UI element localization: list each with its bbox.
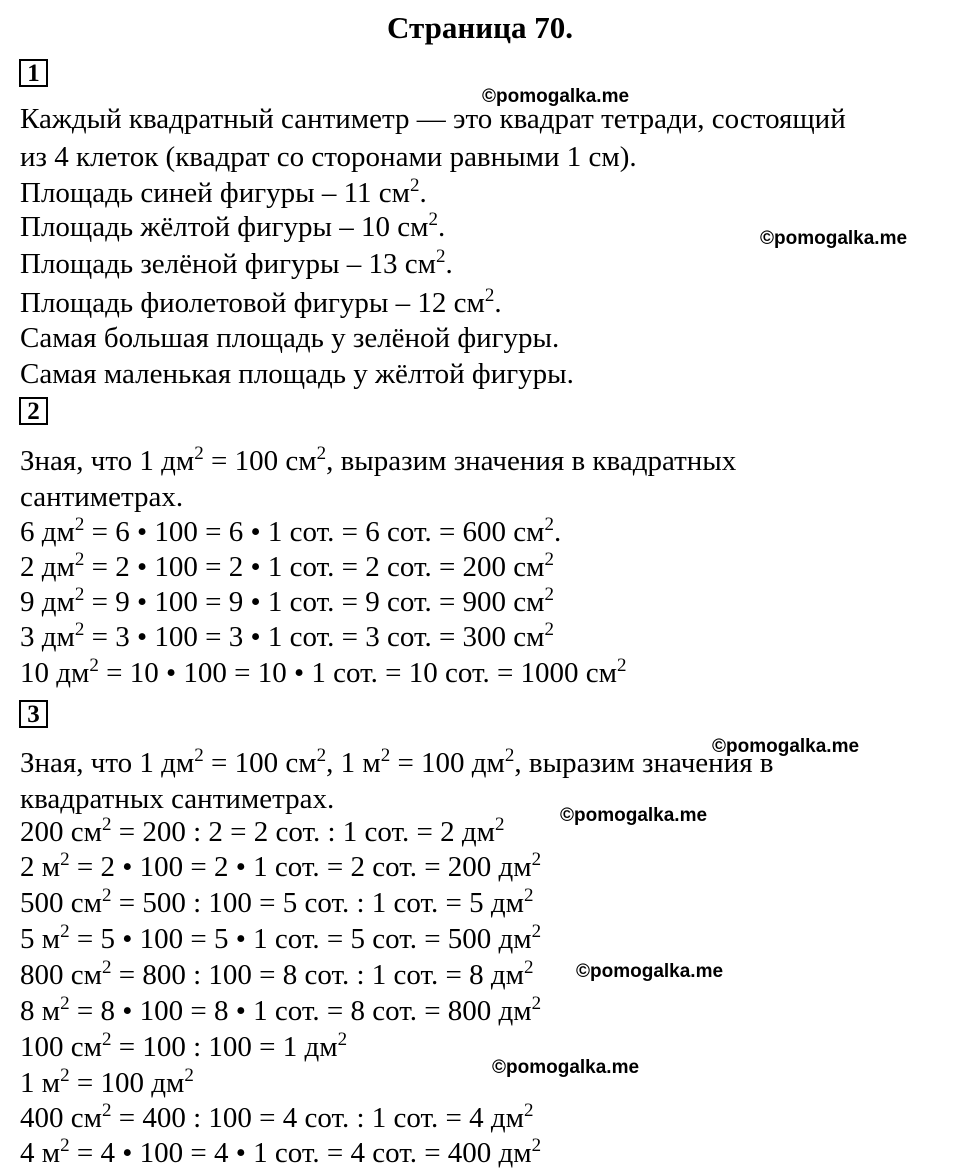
task-3-line: Зная, что 1 $дм^2 = 100$ $см^2$, 1 $м^2 = 100$ $дм^2$, выразим значения в [20,745,774,779]
task-3-line: 4 $м^2 = 4$ • 100 = 4 • 1 сот. = 4 сот. = 400 $дм^2$ [20,1135,542,1169]
task-3-line: 1 $м^2 = 100$ $дм^2$ [20,1065,194,1099]
superscript-exponent: 2 [194,443,204,464]
watermark: ©pomogalka.me [712,736,860,757]
task-2-line: 9 $дм^2 = 9$ • 100 = 9 • 1 сот. = 9 сот. = 900 $см^2$ [20,584,555,618]
superscript-exponent: 2 [544,514,555,535]
page-title: Страница 70. [387,10,573,45]
superscript-exponent: 2 [60,1135,70,1156]
watermark: ©pomogalka.me [560,805,708,826]
task-1-line: Самая большая площадь у зелёной фигуры. [20,322,560,354]
task-3-line: 400 $см^2 = 400$ : 100 = 4 сот. : 1 сот. = 4 $дм^2$ [20,1100,534,1134]
superscript-exponent: 2 [74,514,85,535]
superscript-exponent: 2 [184,1065,194,1086]
superscript-exponent: 2 [380,745,391,766]
task-3-line: 800 $см^2 = 800$ : 100 = 8 сот. : 1 сот. = 8 $дм^2$ [20,957,534,991]
watermark: ©pomogalka.me [760,228,908,249]
task-1-line: Площадь зелёной фигуры – 13 $см^2$. [20,246,453,280]
task-1-line: Площадь синей фигуры – 11 $см^2$. [20,175,427,209]
superscript-exponent: 2 [531,1135,542,1156]
superscript-exponent: 2 [60,849,70,870]
superscript-exponent: 2 [74,549,85,570]
superscript-exponent: 2 [194,745,204,766]
task-2-line: 10 $дм^2 = 10$ • 100 = 10 • 1 сот. = 10 сот. = 1000 $см^2$ [20,655,627,689]
superscript-exponent: 2 [484,285,495,306]
superscript-exponent: 2 [316,745,327,766]
superscript-exponent: 2 [101,885,112,906]
task-2-line: сантиметрах. [20,481,184,513]
task-3-line: квадратных сантиметрах. [20,783,335,815]
superscript-exponent: 2 [523,1100,534,1121]
task-number-1: 1 [19,59,48,87]
superscript-exponent: 2 [523,957,534,978]
task-3-line: 200 $см^2 = 200$ : 2 = 2 сот. : 1 сот. = 2 $дм^2$ [20,814,505,848]
superscript-exponent: 2 [74,619,85,640]
task-1-line: из 4 клеток (квадрат со сторонами равными 1 см). [20,141,637,173]
superscript-exponent: 2 [428,209,438,230]
task-3-line: 2 $м^2 = 2$ • 100 = 2 • 1 сот. = 2 сот. = 200 $дм^2$ [20,849,542,883]
task-3-line: 500 $см^2 = 500$ : 100 = 5 сот. : 1 сот. = 5 $дм^2$ [20,885,534,919]
task-1-line: Самая маленькая площадь у жёлтой фигуры. [20,358,574,390]
task-3-line: 8 $м^2 = 8$ • 100 = 8 • 1 сот. = 8 сот. = 800 $дм^2$ [20,993,542,1027]
task-3-line: 100 $см^2 = 100$ : 100 = 1 $дм^2$ [20,1029,348,1063]
task-2-line: 3 $дм^2 = 3$ • 100 = 3 • 1 сот. = 3 сот. = 300 $см^2$ [20,619,555,653]
superscript-exponent: 2 [337,1029,348,1050]
superscript-exponent: 2 [531,849,542,870]
task-2-line: 6 $дм^2 = 6$ • 100 = 6 • 1 сот. = 6 сот. = 600 $см^2$. [20,514,562,548]
superscript-exponent: 2 [544,584,555,605]
superscript-exponent: 2 [101,1029,112,1050]
superscript-exponent: 2 [531,993,542,1014]
superscript-exponent: 2 [523,885,534,906]
task-1-line: Площадь жёлтой фигуры – 10 $см^2$. [20,209,446,243]
watermark: ©pomogalka.me [576,961,724,982]
superscript-exponent: 2 [494,814,505,835]
superscript-exponent: 2 [617,655,627,676]
superscript-exponent: 2 [74,584,85,605]
superscript-exponent: 2 [101,957,112,978]
task-1-line: Каждый квадратный сантиметр — это квадрат тетради, состоящий [20,103,846,135]
superscript-exponent: 2 [101,1100,112,1121]
superscript-exponent: 2 [60,921,70,942]
superscript-exponent: 2 [89,655,99,676]
superscript-exponent: 2 [101,814,112,835]
superscript-exponent: 2 [531,921,542,942]
superscript-exponent: 2 [316,443,327,464]
task-number-3: 3 [19,700,48,728]
superscript-exponent: 2 [544,549,555,570]
watermark: ©pomogalka.me [492,1057,640,1078]
watermark: ©pomogalka.me [482,86,630,107]
task-1-line: Площадь фиолетовой фигуры – 12 $см^2$. [20,285,502,319]
task-2-line: Зная, что 1 $дм^2 = 100$ $см^2$, выразим значения в квадратных [20,443,737,477]
superscript-exponent: 2 [60,993,70,1014]
superscript-exponent: 2 [544,619,555,640]
superscript-exponent: 2 [504,745,515,766]
task-2-line: 2 $дм^2 = 2$ • 100 = 2 • 1 сот. = 2 сот. = 200 $см^2$ [20,549,555,583]
task-number-2: 2 [19,397,48,425]
superscript-exponent: 2 [60,1065,70,1086]
task-3-line: 5 $м^2 = 5$ • 100 = 5 • 1 сот. = 5 сот. = 500 $дм^2$ [20,921,542,955]
superscript-exponent: 2 [435,246,446,267]
superscript-exponent: 2 [410,175,420,196]
